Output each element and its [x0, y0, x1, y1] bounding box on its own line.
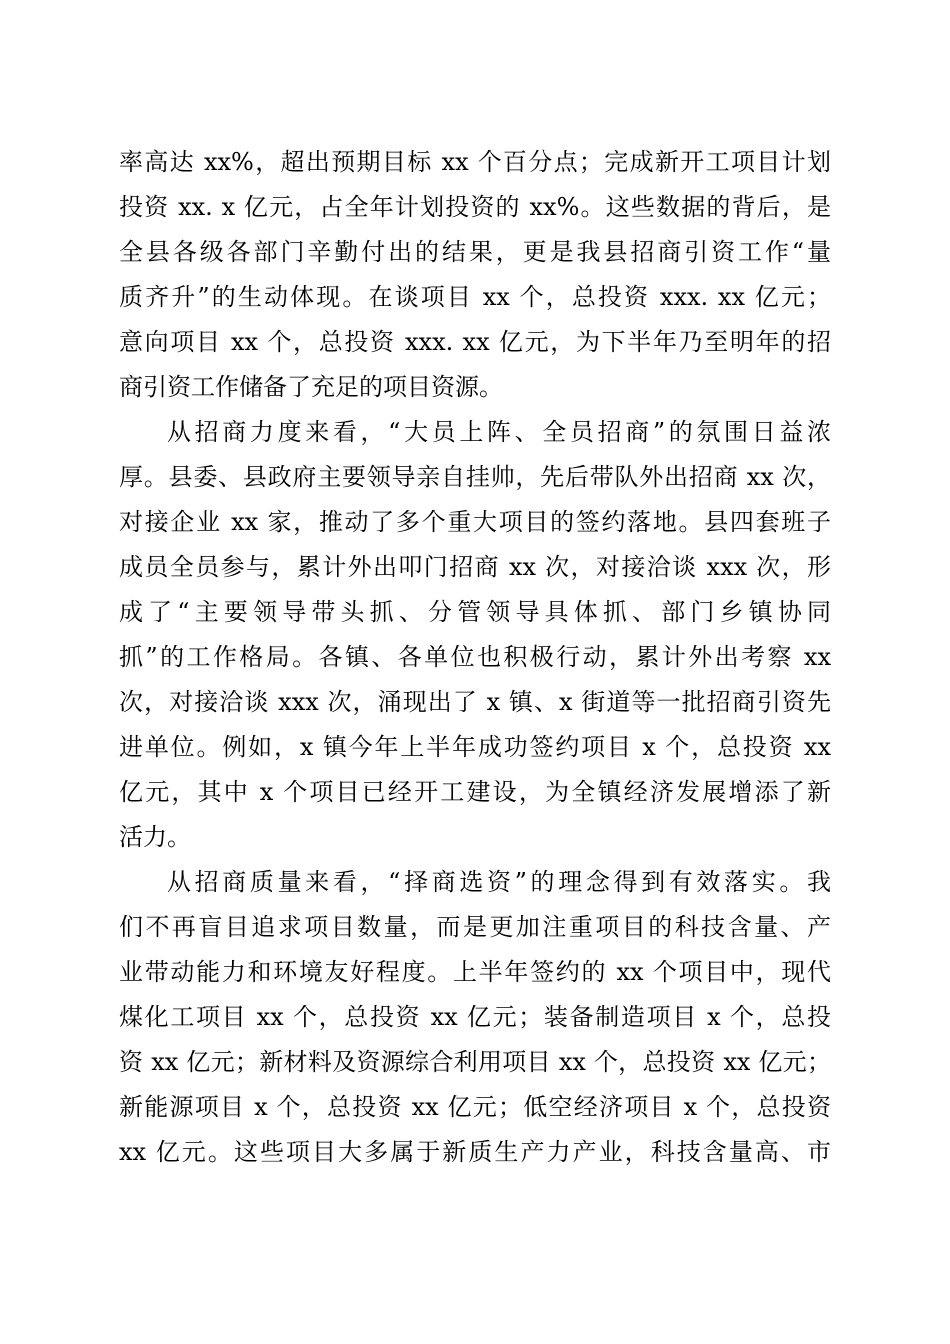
- paragraph-line: 成员全员参与，累计外出叩门招商 xx 次，对接洽谈 xxx 次，形: [119, 553, 831, 581]
- paragraph-line: 资 xx 亿元；新材料及资源综合利用项目 xx 个，总投资 xx 亿元；: [119, 1048, 831, 1076]
- paragraph-line: 煤化工项目 xx 个，总投资 xx 亿元；装备制造项目 x 个，总投: [119, 1003, 831, 1031]
- paragraph-line: 抓”的工作格局。各镇、各单位也积极行动，累计外出考察 xx: [119, 643, 831, 671]
- paragraph-line: 从招商质量来看，“择商选资”的理念得到有效落实。我: [167, 868, 831, 896]
- paragraph-line: 次，对接洽谈 xxx 次，涌现出了 x 镇、x 街道等一批招商引资先: [119, 688, 831, 716]
- paragraph-line: 对接企业 xx 家，推动了多个重大项目的签约落地。县四套班子: [119, 508, 831, 536]
- paragraph-line: 率高达 xx%，超出预期目标 xx 个百分点；完成新开工项目计划: [119, 148, 831, 176]
- paragraph-line: 活力。: [119, 823, 191, 851]
- paragraph-line: 全县各级各部门辛勤付出的结果，更是我县招商引资工作“量: [119, 238, 831, 266]
- paragraph-line: 新能源项目 x 个，总投资 xx 亿元；低空经济项目 x 个，总投资: [119, 1093, 831, 1121]
- paragraph-line: 质齐升”的生动体现。在谈项目 xx 个，总投资 xxx. xx 亿元；: [119, 283, 831, 311]
- paragraph-line: 成了“主要领导带头抓、分管领导具体抓、部门乡镇协同: [119, 598, 831, 626]
- paragraph-line: 商引资工作储备了充足的项目资源。: [119, 373, 503, 401]
- paragraph-line: 投资 xx. x 亿元，占全年计划投资的 xx%。这些数据的背后，是: [119, 193, 831, 221]
- paragraph-line: xx 亿元。这些项目大多属于新质生产力产业，科技含量高、市: [119, 1138, 831, 1166]
- paragraph-line: 意向项目 xx 个，总投资 xxx. xx 亿元，为下半年乃至明年的招: [119, 328, 831, 356]
- body-text: [119, 140, 831, 1175]
- paragraph-line: 厚。县委、县政府主要领导亲自挂帅，先后带队外出招商 xx 次，: [119, 463, 831, 491]
- paragraph-line: 亿元，其中 x 个项目已经开工建设，为全镇经济发展增添了新: [119, 778, 831, 806]
- paragraph-line: 业带动能力和环境友好程度。上半年签约的 xx 个项目中，现代: [119, 958, 831, 986]
- paragraph-line: 进单位。例如，x 镇今年上半年成功签约项目 x 个，总投资 xx: [119, 733, 831, 761]
- paragraph-line: 从招商力度来看，“大员上阵、全员招商”的氛围日益浓: [167, 418, 831, 446]
- paragraph-line: 们不再盲目追求项目数量，而是更加注重项目的科技含量、产: [119, 913, 831, 941]
